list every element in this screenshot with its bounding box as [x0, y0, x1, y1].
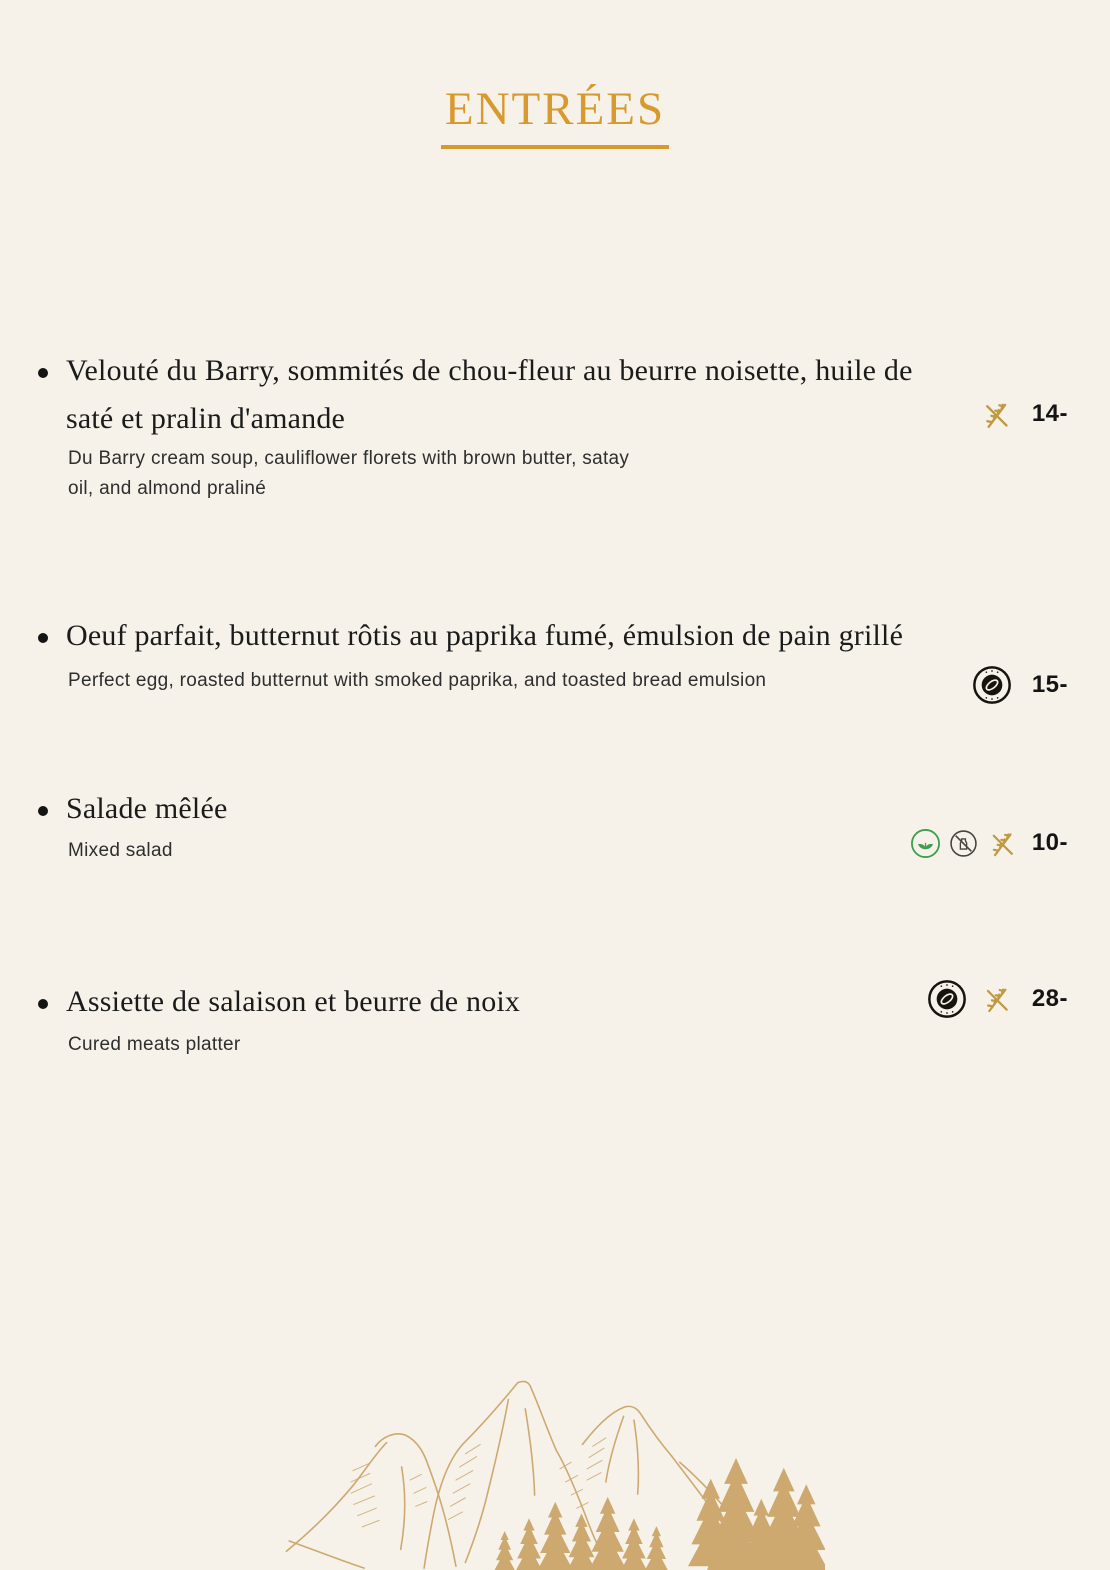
- bullet-icon: [38, 633, 48, 643]
- menu-item-desc-en: Du Barry cream soup, cauliflower florets with brown butter, satay oil, and almond praliné: [68, 448, 630, 499]
- price-row: [927, 978, 1068, 1020]
- price: 15-: [1031, 671, 1068, 698]
- price-row: [972, 664, 1068, 706]
- price-row: [979, 393, 1068, 435]
- price: 10-: [1031, 829, 1068, 856]
- vegan-icon: [910, 828, 941, 859]
- mountains-illustration: [263, 1348, 825, 1570]
- page-title: ENTRÉES: [441, 84, 669, 149]
- menu-item-name-fr: Velouté du Barry, sommités de chou-fleur au beurre noisette, huile de saté et pralin d'amande: [66, 354, 913, 435]
- menu-item-desc-en: Cured meats platter: [68, 1034, 241, 1055]
- pine-trees: [495, 1458, 825, 1570]
- menu-item-name-fr: Salade mêlée: [66, 792, 228, 825]
- homemade-badge-icon: [972, 665, 1012, 705]
- menu-item-desc-en: Perfect egg, roasted butternut with smoked paprika, and toasted bread emulsion: [68, 670, 767, 691]
- price: 28-: [1031, 985, 1068, 1012]
- lactose-free-icon: [949, 829, 978, 858]
- menu-item-name-fr: Oeuf parfait, butternut rôtis au paprika fumé, émulsion de pain grillé: [66, 619, 904, 652]
- menu-item-desc-en: Mixed salad: [68, 840, 173, 861]
- bullet-icon: [38, 999, 48, 1009]
- menu-item-name-fr: Assiette de salaison et beurre de noix: [66, 985, 521, 1018]
- price-row: [910, 822, 1068, 864]
- bullet-icon: [38, 368, 48, 378]
- homemade-badge-icon: [927, 979, 967, 1019]
- title-wrap: [0, 84, 1110, 149]
- price: 14-: [1031, 400, 1068, 427]
- gluten-free-icon: [980, 983, 1012, 1015]
- gluten-free-icon: [979, 398, 1012, 431]
- gluten-free-icon: [986, 828, 1017, 859]
- bullet-icon: [38, 806, 48, 816]
